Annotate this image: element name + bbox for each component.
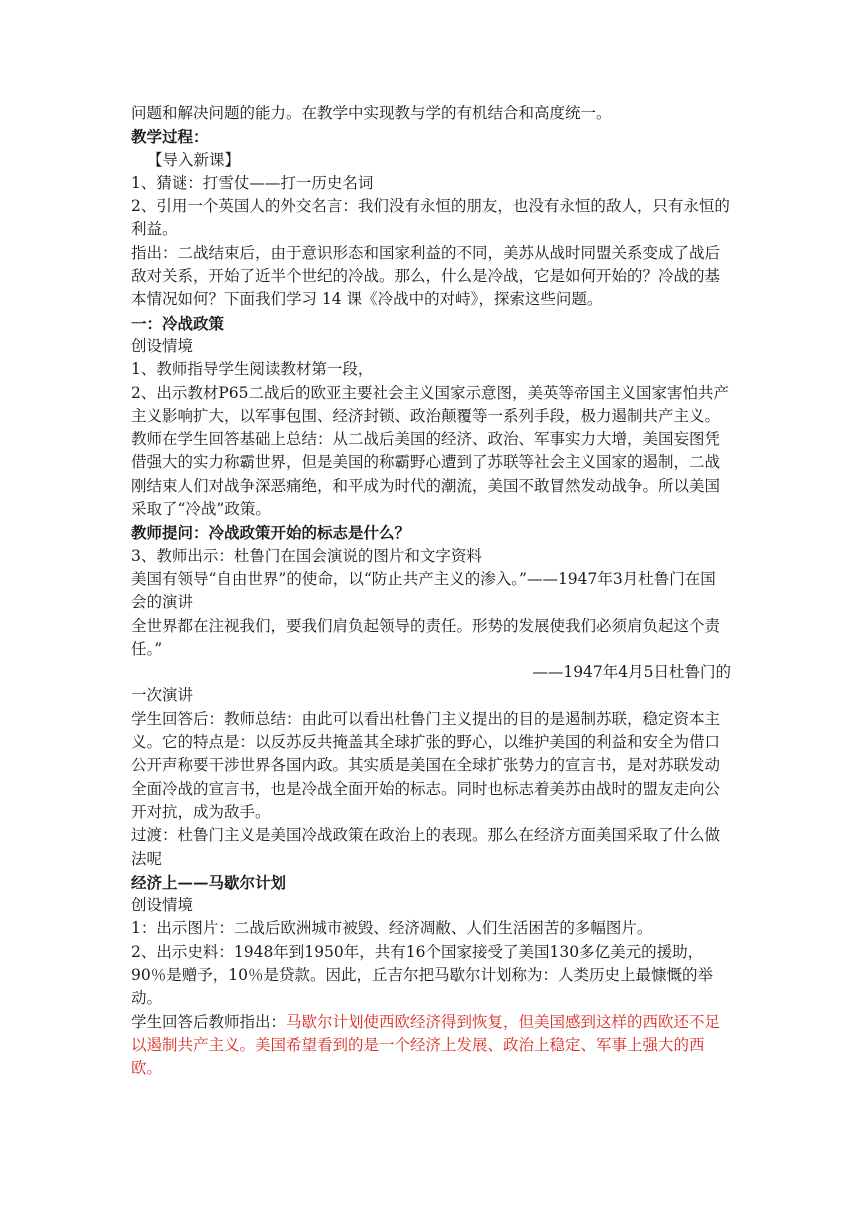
paragraph-transition: 过渡：杜鲁门主义是美国冷战政策在政治上的表现。那么在经济方面美国采取了什么做法呢	[131, 826, 721, 868]
conclusion-lead: 学生回答后教师指出：	[131, 1012, 287, 1031]
conclusion-highlight: 马歇尔计划使西欧经济得到恢复，但美国感到这样的西欧还不足以遏制共产主义。美国希望看到的是一个经济上发展、政治上稳定、军事上强大的西欧。	[131, 1012, 721, 1078]
paragraph-truman-summary: 学生回答后：教师总结：由此可以看出杜鲁门主义提出的目的是遏制苏联，稳定资本主义。它的特点是：以反苏反共掩盖其全球扩张的野心，以维护美国的利益和安全为借口公开声称要干涉世界各国内政。其实质是美国在全球扩张势力的宣言书，是对苏联发动全面冷战的宣言书，也是冷战全面开始的标志。同时也标志着美苏由战时的盟友走向公开对抗，成为敌手。	[131, 709, 721, 821]
paragraph-intro-tail: 问题和解决问题的能力。在教学中实现教与学的有机结合和高度统一。	[131, 104, 612, 122]
heading-teacher-question: 教师提问：冷战政策开始的标志是什么？	[131, 523, 411, 543]
paragraph-riddle: 1、猜谜：打雪仗——打一历史名词	[131, 173, 374, 192]
paragraph-quote: 2、引用一个英国人的外交名言：我们没有永恒的朋友，也没有永恒的敌人，只有永恒的利益。	[131, 197, 730, 239]
paragraph-step-2: 2、出示教材P65二战后的欧亚主要社会主义国家示意图，美英等帝国主义国家害怕共产主义影响扩大，以军事包围、经济封锁、政治颠覆等一系列手段，极力遏制共产主义。	[131, 383, 730, 425]
paragraph-truman-quote-2: 全世界都在注视我们，要我们肩负起领导的责任。形势的发展使我们必须肩负起这个责任。”	[131, 616, 721, 658]
label-scenario-2: 创设情境	[131, 896, 194, 915]
heading-cold-war-policy: 一：冷战政策	[131, 313, 225, 333]
document-page	[131, 102, 731, 1080]
paragraph-step-1: 1、教师指导学生阅读教材第一段，	[131, 360, 374, 379]
paragraph-point-out: 指出：二战结束后，由于意识形态和国家利益的不同，美苏从战时同盟关系变成了战后敌对关系，开始了近半个世纪的冷战。那么，什么是冷战，它是如何开始的？冷战的基本情况如何？下面我们学习 14 课《冷战中的对峙》，探索这些问题。	[131, 243, 721, 309]
heading-teaching-process: 教学过程：	[131, 127, 209, 147]
paragraph-historical-data: 2、出示史料：1948年到1950年，共有16个国家接受了美国130多亿美元的援助，90％是赠予，10％是贷款。因此，丘吉尔把马歇尔计划称为：人类历史上最慷慨的举动。	[131, 942, 713, 1008]
quote-attribution: ——1947年4月5日杜鲁门的	[532, 663, 731, 682]
label-scenario-1: 创设情境	[131, 336, 194, 355]
paragraph-step-3: 3、教师出示：杜鲁门在国会演说的图片和文字资料	[131, 546, 482, 565]
paragraph-show-pictures: 1：出示图片：二战后欧洲城市被毁、经济凋敝、人们生活困苦的多幅图片。	[131, 919, 653, 938]
quote-attribution-tail: 一次演讲	[131, 686, 194, 705]
paragraph-truman-quote-1: 美国有领导“自由世界”的使命，以“防止共产主义的渗入。”——1947年3月杜鲁门在国会的演讲	[131, 569, 716, 612]
paragraph-teacher-conclusion	[131, 1011, 731, 1081]
subheading-introduction: 【导入新课】	[147, 150, 241, 169]
paragraph-teacher-summary: 教师在学生回答基础上总结：从二战后美国的经济、政治、军事实力大增，美国妄图凭借强大的实力称霸世界，但是美国的称霸野心遭到了苏联等社会主义国家的遏制，二战刚结束人们对战争深恶痛绝，和平成为时代的潮流，美国不敢冒然发动战争。所以美国采取了“冷战”政策。	[131, 430, 721, 519]
heading-marshall-plan: 经济上——马歇尔计划	[131, 872, 287, 892]
